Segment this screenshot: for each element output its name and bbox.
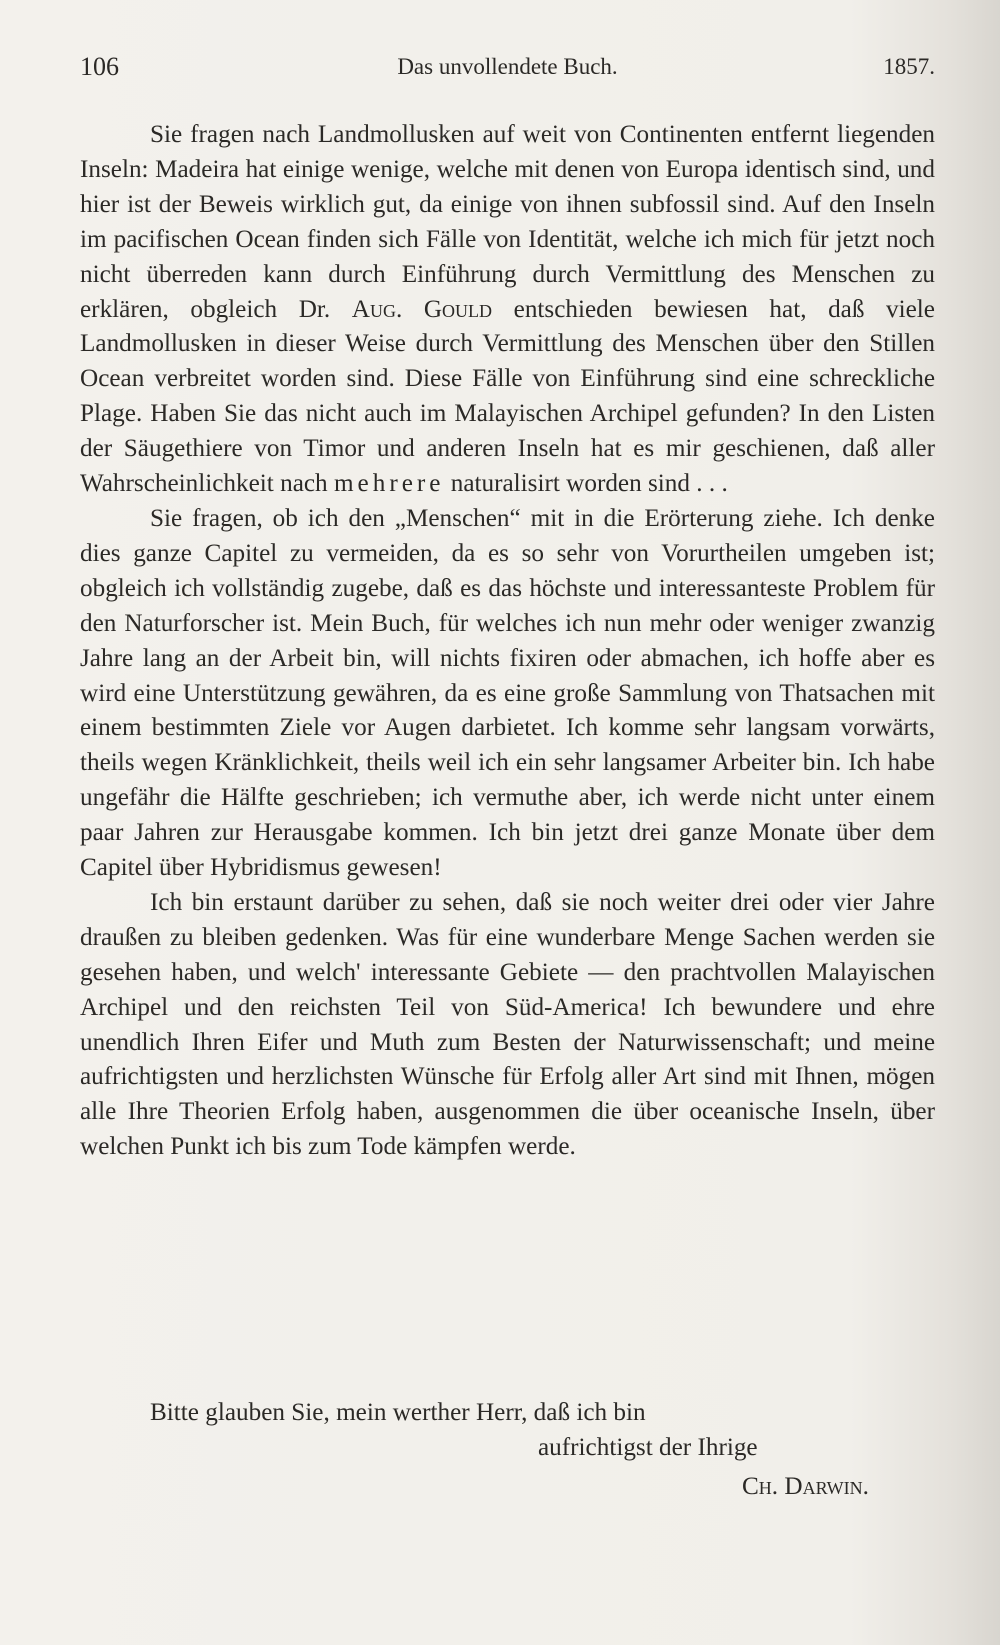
header-year: 1857. — [883, 54, 935, 79]
page-number: 106 — [80, 52, 119, 81]
person-name: Aug. Gould — [351, 295, 493, 323]
running-title: Das unvollendete Buch. — [397, 54, 618, 79]
letter-body — [80, 118, 935, 1165]
closing-line-2: aufrichtigst der Ihrige — [538, 1433, 758, 1461]
paragraph-1-text-a: Sie fragen nach Landmollusken auf weit von Continenten entfernt liegenden Inseln: Madeira hat einige wenige, welche mit denen von Europa identisch sind, und hier ist der Beweis wirklich gut, da einige von ihnen subfossil sind. Auf den Inseln im pacifischen Ocean finden sich Fälle von Identität, welche ich mich für jetzt noch nicht überreden kann durch Einführung durch Vermittlung des Menschen zu erklären, obgleich Dr. — [80, 121, 935, 323]
paragraph-2: Sie fragen, ob ich den „Menschen“ mit in die Erörterung ziehe. Ich denke dies ganze Capitel zu vermeiden, da es so sehr von Vorurtheilen umgeben ist; obgleich ich vollständig zugebe, daß es das höchste und interessanteste Problem für den Naturforscher ist. Mein Buch, für welches ich nun mehr oder weniger zwanzig Jahre lang an der Arbeit bin, will nichts fixiren oder abmachen, ich hoffe aber es wird eine Unterstützung gewähren, da es eine große Sammlung von Thatsachen mit einem bestimmten Ziele vor Augen darbietet. Ich komme sehr langsam vorwärts, theils wegen Kränklichkeit, theils weil ich ein sehr langsamer Arbeiter bin. Ich habe ungefähr die Hälfte geschrieben; ich vermuthe aber, ich werde nicht unter einem paar Jahren zur Herausgabe kommen. Ich bin jetzt drei ganze Monate über dem Capitel über Hybridismus gewesen! — [80, 504, 935, 882]
paragraph-1-text-c: naturalisirt worden sind . . . — [444, 470, 728, 498]
signature: Ch. Darwin. — [742, 1472, 869, 1500]
paragraph-1 — [80, 118, 935, 502]
letter-closing — [80, 1396, 935, 1505]
emphasized-word: mehrere — [333, 470, 445, 498]
closing-line-1: Bitte glauben Sie, mein werther Herr, daß ich bin — [150, 1399, 646, 1426]
page-header — [80, 52, 935, 88]
paragraph-3: Ich bin erstaunt darüber zu sehen, daß sie noch weiter drei oder vier Jahre draußen zu bleiben gedenken. Was für eine wunderbare Menge Sachen werden sie gesehen haben, und welch' interessante Gebiete — den prachtvollen Malayischen Archipel und den reichsten Teil von Süd-America! Ich bewundere und ehre unendlich Ihren Eifer und Muth zum Besten der Naturwissenschaft; und meine aufrichtigsten und herzlichsten Wünsche für Erfolg aller Art sind mit Ihnen, mögen alle Ihre Theorien Erfolg haben, ausgenommen die über oceanische Inseln, über welchen Punkt ich bis zum Tode kämpfen werde. — [80, 888, 935, 1161]
paragraph-1-text-b: entschieden bewiesen hat, daß viele Landmollusken in dieser Weise durch Vermittlung des Menschen über den Stillen Ocean verbreitet worden sind. Diese Fälle von Einführung sind eine schreckliche Plage. Haben Sie das nicht auch im Malayischen Archipel gefunden? In den Listen der Säugethiere von Timor und anderen Inseln hat es mir geschienen, daß aller Wahrscheinlichkeit nach — [80, 295, 935, 498]
